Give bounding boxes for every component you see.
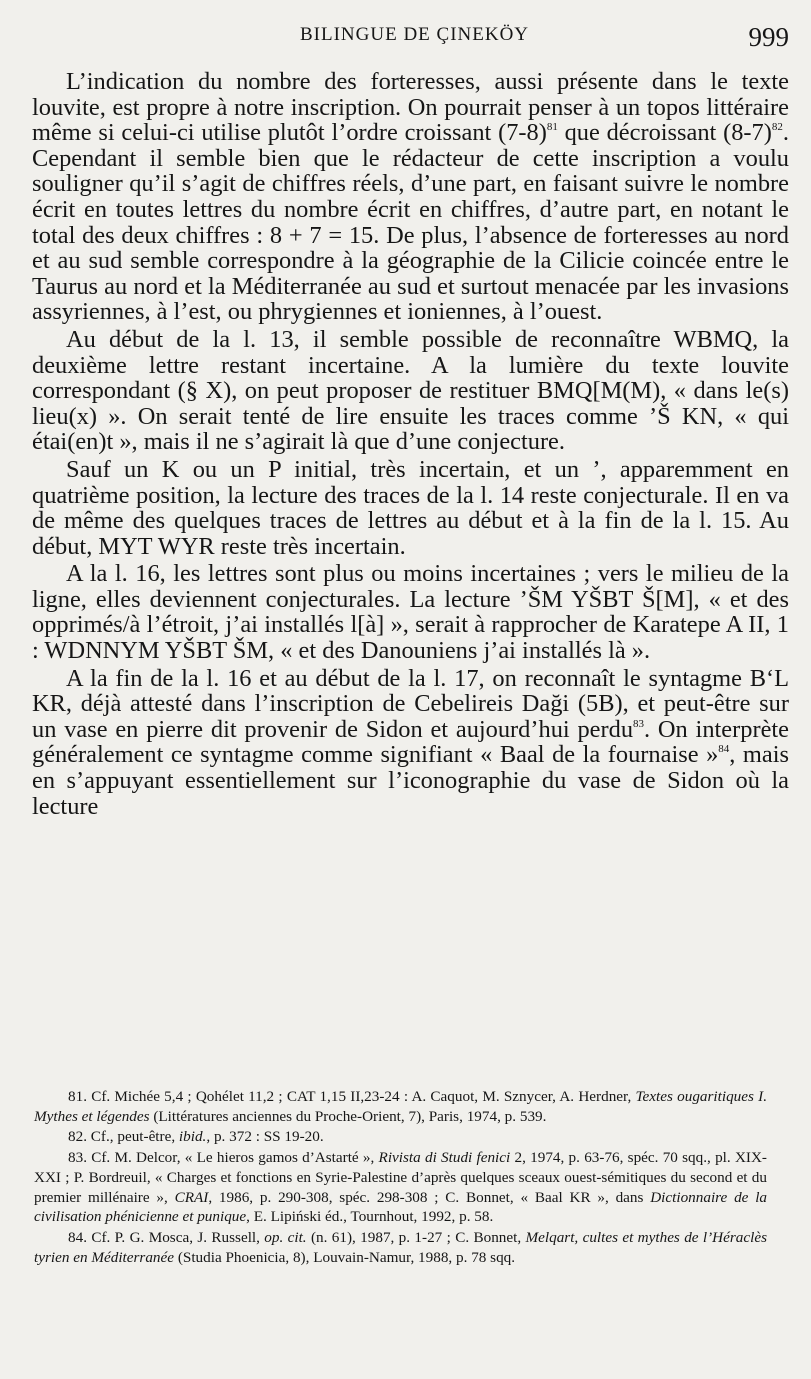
footnote-ref-81: 81 bbox=[546, 121, 558, 134]
paragraph-baal-kr: A la fin de la l. 16 et au début de la l. 17, on reconnaît le syntagme B‘L KR, déjà attesté dans l’inscription de Cebelireis Daği (5B), et peut-être sur un vase en pierre dit provenir de Sidon et aujourd’hui perdu$^{83}$. On interprète généralement ce syntagme comme signifiant « Baal de la fournaise »$^{84}$, mais en s’appuyant essentiellement sur l’iconographie du vase de Sidon où la lecture bbox=[32, 664, 790, 820]
page-number: 999 bbox=[748, 22, 789, 52]
footnote-81: 81. Cf. Michée 5,4 ; Qohélet 11,2 ; CAT 1,15 II,23-24 : A. Caquot, M. Sznycer, A. Herdner, Textes ougaritiques I. Mythes et légendes (Littératures anciennes du Proche-Orient, 7), Paris, 1974, p. 539. bbox=[34, 1088, 767, 1125]
paragraph-line-13: Au début de la l. 13, il semble possible de reconnaître WBMQ, la deuxième lettre restant incertaine. A la lumière du texte louvite correspondant (§ X), on peut proposer de restituer BMQ[M(M), « dans le(s) lieu(x) ». On serait tenté de lire ensuite les traces comme ’Š KN, « qui étai(en)t », mais il ne s’agirait là que d’une conjecture. bbox=[32, 325, 789, 456]
footnote-84: 84. Cf. P. G. Mosca, J. Russell, op. cit. (n. 61), 1987, p. 1-27 ; C. Bonnet, Melqart, cultes et mythes de l’Héraclès tyrien en Méditerranée (Studia Phoenicia, 8), Louvain-Namur, 1988, p. 78 sqq. bbox=[34, 1228, 767, 1266]
footnote-ref-82: 82 bbox=[771, 121, 783, 134]
running-head: BILINGUE DE ÇINEKÖY bbox=[300, 24, 530, 45]
main-text bbox=[32, 69, 789, 819]
footnote-ref-83: 83 bbox=[633, 717, 645, 730]
footnotes bbox=[34, 1087, 767, 1267]
paragraph-forteresses: L’indication du nombre des forteresses, aussi présente dans le texte louvite, est propre à notre inscription. On pourrait penser à un topos littéraire même si celui-ci utilise plutôt l’ordre croissant $(7-8)^{81}$ que décroissant $(8-7)^{82}$. Cependant il semble bien que le rédacteur de cette inscription a voulu souligner qu’il s’agit de chiffres réels, d’une part, en faisant suivre le nombre écrit en toutes lettres du nombre écrit en chiffres, d’autre part, en notant le total des deux chiffres : 8 + 7 = 15. De plus, l’absence de forteresses au nord et au sud semble correspondre à la géographie de la Cilicie coincée entre le Taurus au nord et la Méditerranée au sud et surtout menacée par les invasions assyriennes, à l’est, ou phrygiennes et ioniennes, à l’ouest. bbox=[32, 68, 789, 326]
footnote-ref-84: 84 bbox=[718, 743, 730, 756]
footnote-82: 82. Cf., peut-être, ibid., p. 372 : SS 19-20. bbox=[68, 1128, 324, 1146]
footnote-83: 83. Cf. M. Delcor, « Le hieros gamos d’Astarté », Rivista di Studi fenici 2, 1974, p. 63-76, spéc. 70 sqq., pl. XIX-XXI ; P. Bordreuil, « Charges et fonctions en Syrie-Palestine d’après quelques sceaux ouest-sémitiques du second et du premier millénaire », CRAI, 1986, p. 290-308, spéc. 298-308 ; C. Bonnet, « Baal KR », dans Dictionnaire de la civilisation phénicienne et punique, E. Lipiński éd., Tournhout, 1992, p. 58. bbox=[34, 1149, 768, 1226]
paragraph-line-16: A la l. 16, les lettres sont plus ou moins incertaines ; vers le milieu de la ligne, elles deviennent conjecturales. La lecture ’ŠM YŠBT Š[M], « et des opprimés/à l’étroit, j’ai installés l[à] », serait à rapprocher de Karatepe A II, 1 : WDNNYM YŠBT ŠM, « et des Danouniens j’ai installés là ». bbox=[32, 560, 789, 665]
paragraph-lines-14-15: Sauf un K ou un P initial, très incertain, et un ’, apparemment en quatrième position, la lecture des traces de la l. 14 reste conjecturale. Il en va de même des quelques traces de lettres au début et à la fin de la l. 15. Au début, MYT WYR reste très incertain. bbox=[32, 455, 789, 560]
